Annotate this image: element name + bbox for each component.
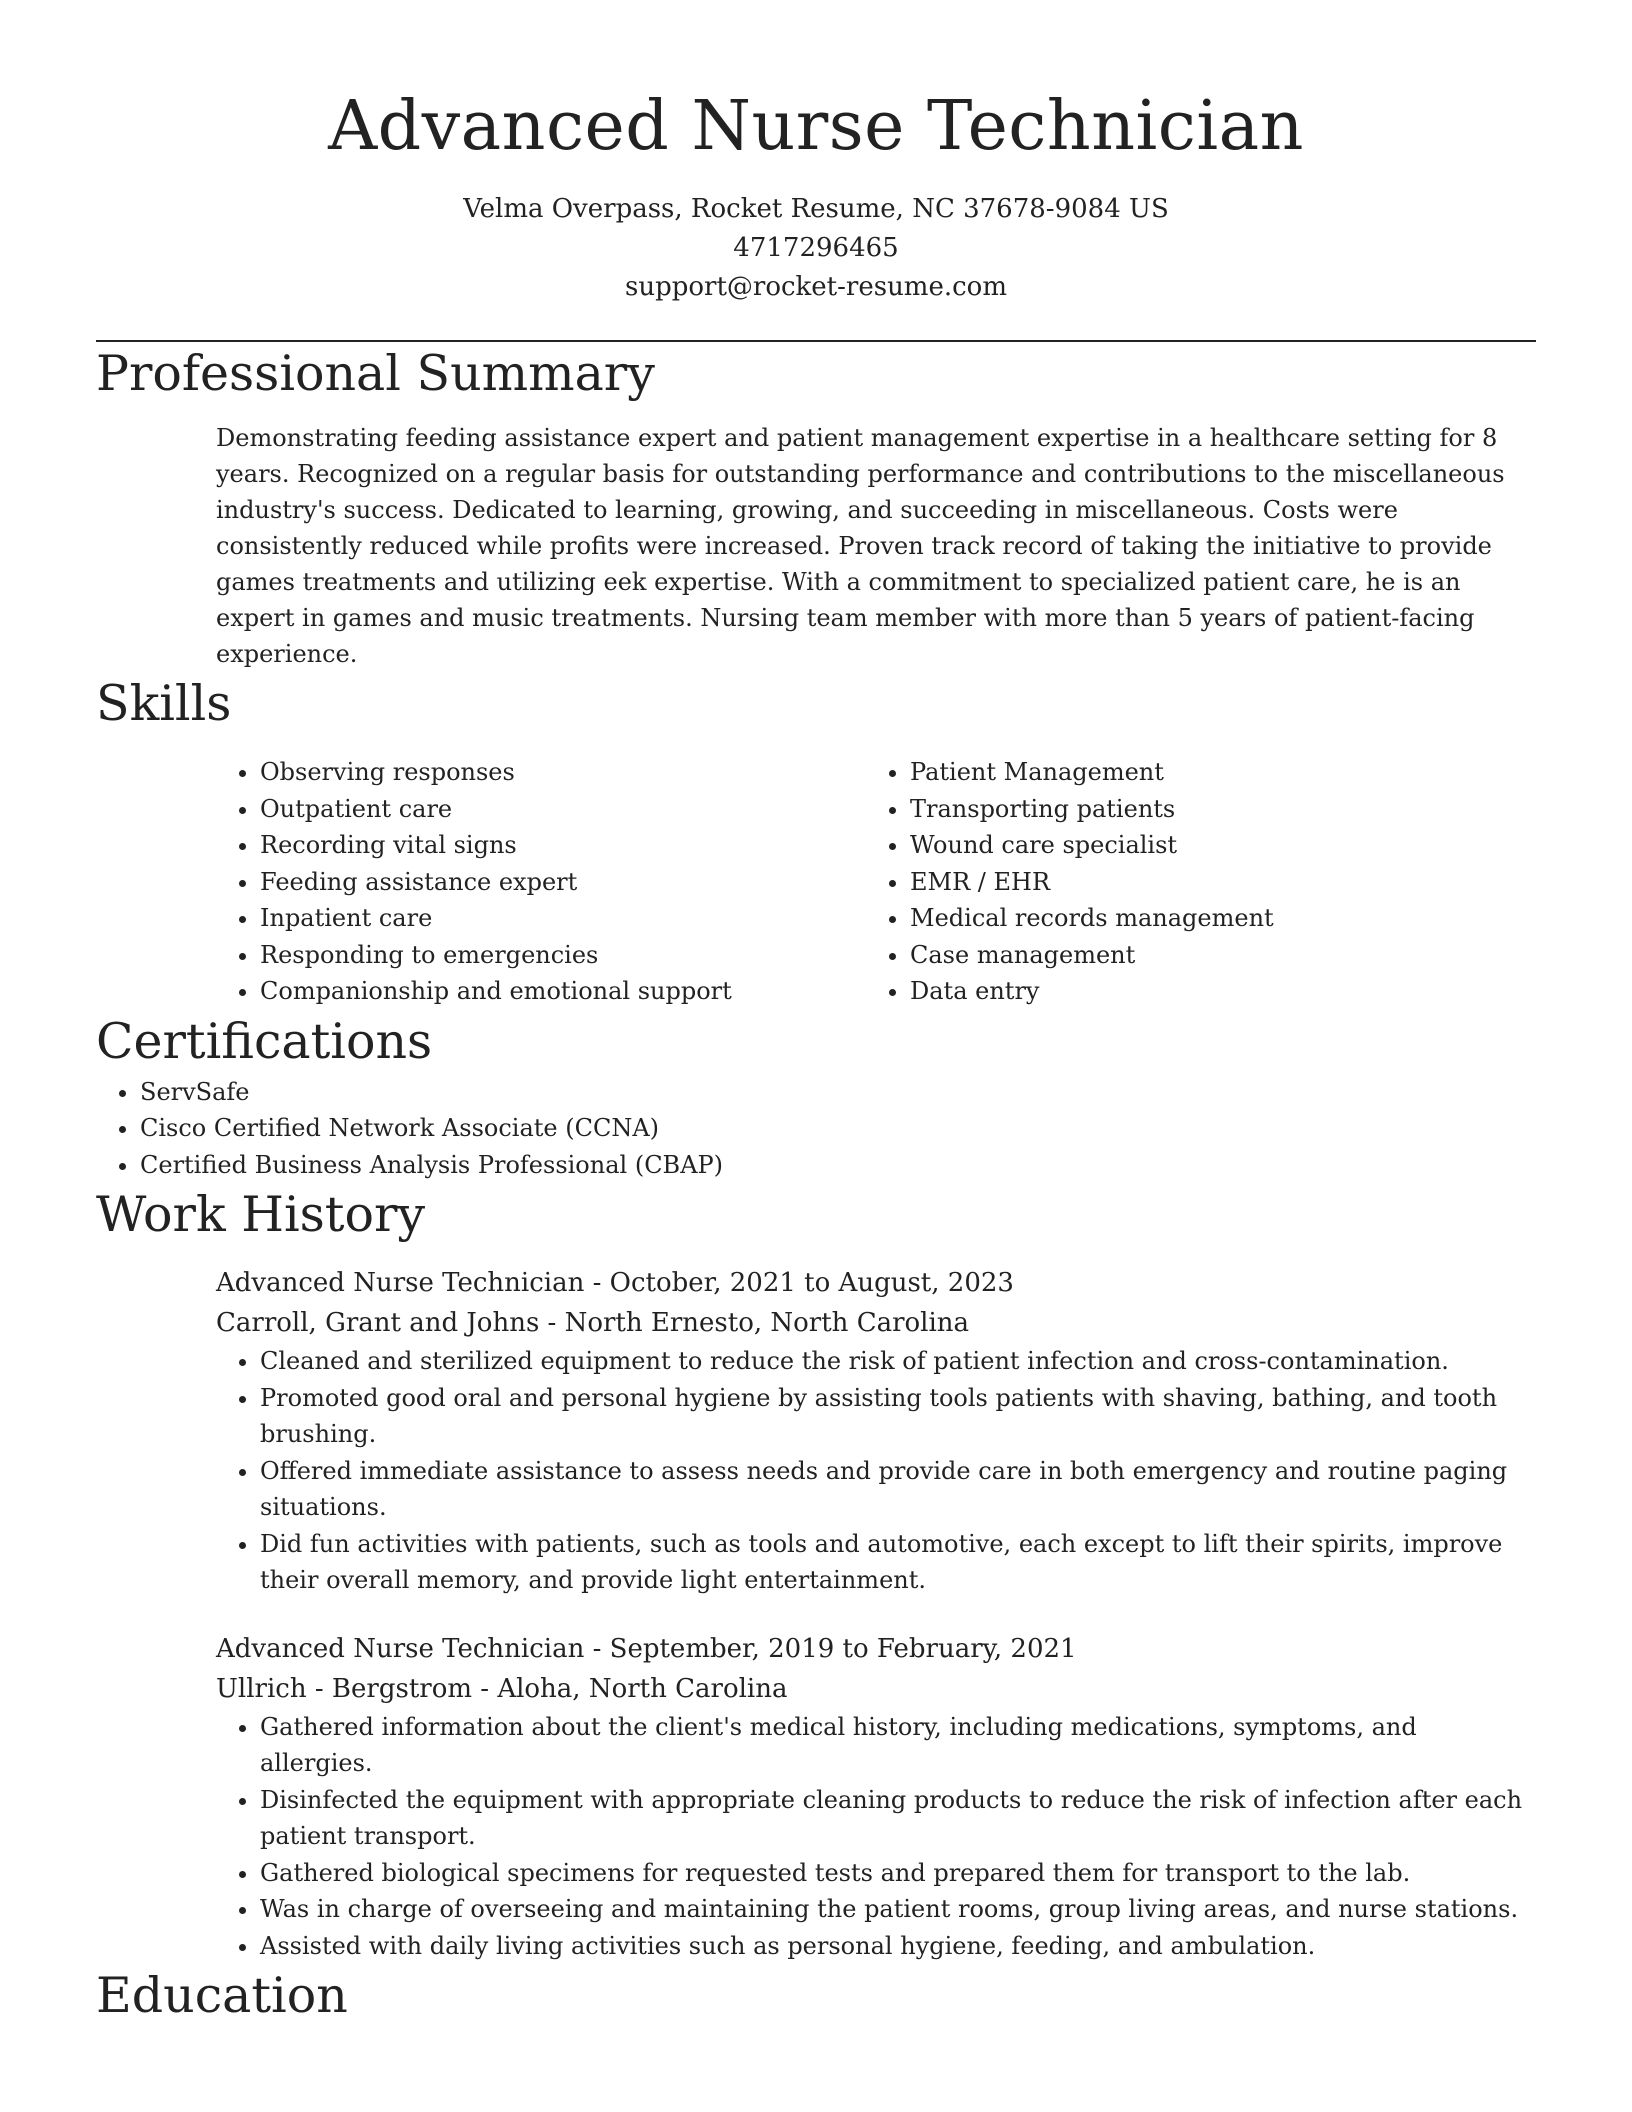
skills-list-right xyxy=(866,754,1274,1010)
skills-list-left xyxy=(216,754,866,1010)
job-duty-item: • Disinfected the equipment with appropriate cleaning products to reduce the risk of infection after each patient transport. xyxy=(260,1782,1536,1855)
skill-item: • Transporting patients xyxy=(910,791,1274,828)
certification-item: • Cisco Certified Network Associate (CCNA) xyxy=(140,1110,1536,1147)
job-duty-item: • Offered immediate assistance to assess needs and provide care in both emergency and routine paging situations. xyxy=(260,1453,1536,1526)
skill-item: • Recording vital signs xyxy=(260,827,866,864)
skill-item: • EMR / EHR xyxy=(910,864,1274,901)
certification-item: • Certified Business Analysis Professional (CBAP) xyxy=(140,1147,1536,1184)
skill-item: • Observing responses xyxy=(260,754,866,791)
job-duties-list xyxy=(216,1343,1536,1599)
skill-item: • Patient Management xyxy=(910,754,1274,791)
contact-address: Velma Overpass, Rocket Resume, NC 37678-9084 US xyxy=(463,194,1169,224)
job-duty-item: • Promoted good oral and personal hygiene by assisting tools patients with shaving, bathing, and tooth brushing. xyxy=(260,1380,1536,1453)
education-heading: Education xyxy=(96,1967,348,2024)
skills-heading: Skills xyxy=(96,675,232,732)
certifications-list xyxy=(96,1074,1536,1184)
skills-columns xyxy=(216,754,1536,1010)
skill-item: • Feeding assistance expert xyxy=(260,864,866,901)
skill-item: • Medical records management xyxy=(910,900,1274,937)
job-duty-item: • Cleaned and sterilized equipment to reduce the risk of patient infection and cross-contamination. xyxy=(260,1343,1536,1380)
skill-item: • Case management xyxy=(910,937,1274,974)
job-role-line: Advanced Nurse Technician - September, 2019 to February, 2021 xyxy=(216,1633,1077,1664)
skills-column-right xyxy=(866,754,1274,1010)
job-duty-item: • Gathered information about the client's medical history, including medications, symptoms, and allergies. xyxy=(260,1709,1536,1782)
job-entry xyxy=(216,1629,1536,1965)
skill-item: • Outpatient care xyxy=(260,791,866,828)
work-history-heading: Work History xyxy=(96,1186,426,1243)
skill-item: • Data entry xyxy=(910,973,1274,1010)
job-duty-item: • Was in charge of overseeing and maintaining the patient rooms, group living areas, and nurse stations. xyxy=(260,1891,1536,1928)
certification-item: • ServSafe xyxy=(140,1074,1536,1111)
contact-email: support@rocket-resume.com xyxy=(624,272,1007,302)
candidate-name: Advanced Nurse Technician xyxy=(328,87,1304,166)
summary-text: Demonstrating feeding assistance expert and patient management expertise in a healthcare setting for 8 years. Recognized on a regular basis for outstanding performance and contributions to the miscellaneous industry's success. Dedicated to learning, growing, and succeeding in miscellaneous. Costs were consistently reduced while profits were increased. Proven track record of taking the initiative to provide games treatments and utilizing eek expertise. With a commitment to specialized patient care, he is an expert in games and music treatments. Nursing team member with more than 5 years of patient-facing experience. xyxy=(216,424,1505,668)
job-company-line: Ullrich - Bergstrom - Aloha, North Carolina xyxy=(216,1673,788,1704)
certifications-heading: Certifications xyxy=(96,1012,433,1070)
job-company-line: Carroll, Grant and Johns - North Ernesto, North Carolina xyxy=(216,1308,970,1338)
skills-column-left xyxy=(216,754,866,1010)
skill-item: • Companionship and emotional support xyxy=(260,973,866,1010)
job-duty-item: • Assisted with daily living activities such as personal hygiene, feeding, and ambulation. xyxy=(260,1928,1536,1965)
skill-item: • Responding to emergencies xyxy=(260,937,866,974)
resume-page xyxy=(96,0,1536,2028)
job-duty-item: • Gathered biological specimens for requested tests and prepared them for transport to the lab. xyxy=(260,1855,1536,1892)
summary-heading: Professional Summary xyxy=(96,345,655,402)
resume-header xyxy=(96,0,1536,307)
job-role-line: Advanced Nurse Technician - October, 2021 to August, 2023 xyxy=(216,1268,1014,1298)
skill-item: • Wound care specialist xyxy=(910,827,1274,864)
skill-item: • Inpatient care xyxy=(260,900,866,937)
job-entry xyxy=(216,1263,1536,1599)
job-duties-list xyxy=(216,1709,1536,1965)
contact-phone: 4717296465 xyxy=(733,233,899,263)
job-duty-item: • Did fun activities with patients, such as tools and automotive, each except to lift their spirits, improve their overall memory, and provide light entertainment. xyxy=(260,1526,1536,1599)
